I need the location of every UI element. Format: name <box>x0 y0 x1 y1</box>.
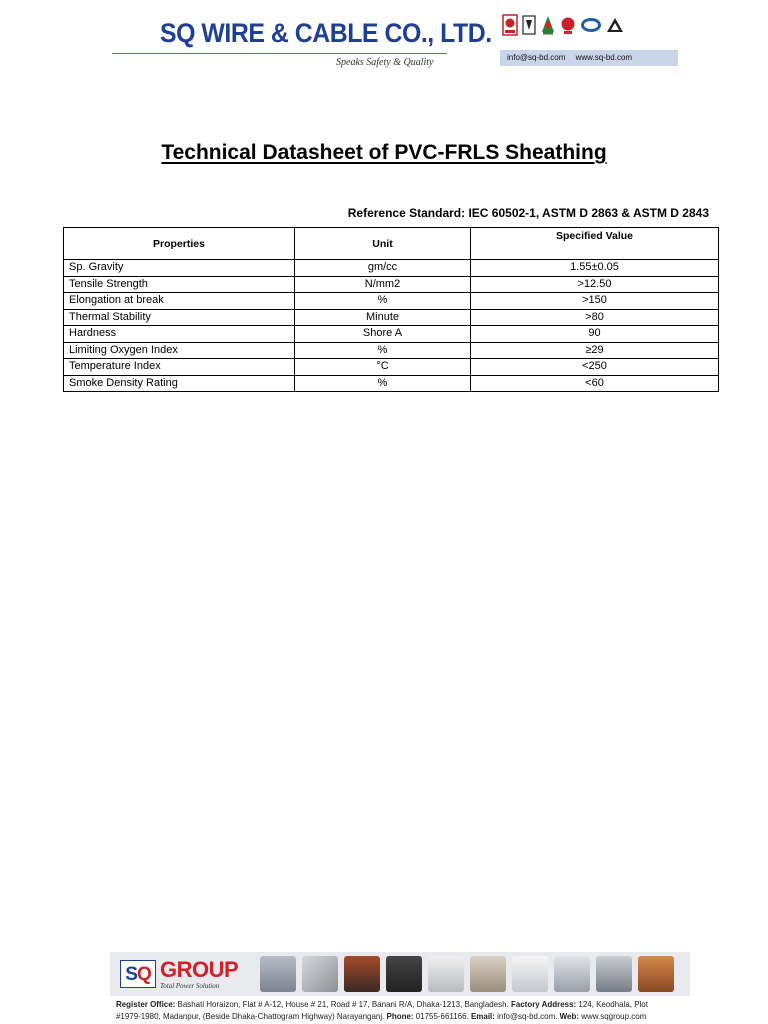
value-cell: >12.50 <box>471 276 719 293</box>
property-cell: Limiting Oxygen Index <box>64 342 295 359</box>
factory-address-text: 124, Keodhala, Plot #1979-1980, Madanpur, (Beside Dhaka-Chattogram Highway) Narayanganj. <box>116 999 648 1021</box>
header-email[interactable]: info@sq-bd.com <box>507 53 566 62</box>
govt-seal-icon <box>540 14 556 36</box>
column-header-specified-value: Specified Value <box>471 228 719 260</box>
table-row <box>64 375 719 392</box>
red-emblem-icon <box>560 14 576 36</box>
unit-cell: N/mm2 <box>295 276 471 293</box>
unit-cell: Shore A <box>295 326 471 343</box>
unit-cell: % <box>295 375 471 392</box>
factory-address-label: Factory Address: <box>510 999 577 1009</box>
triangle-mark-icon <box>606 14 624 36</box>
anab-logo-icon <box>580 14 602 36</box>
property-cell: Tensile Strength <box>64 276 295 293</box>
circuit-breaker-photo <box>512 956 548 992</box>
table-row <box>64 342 719 359</box>
header-rule <box>112 53 447 54</box>
transformer-photo <box>260 956 296 992</box>
iso-mark-icon <box>522 14 536 36</box>
switchgear-photo <box>302 956 338 992</box>
cable-reel-photo <box>344 956 380 992</box>
property-cell: Thermal Stability <box>64 309 295 326</box>
property-cell: Hardness <box>64 326 295 343</box>
value-cell: >150 <box>471 293 719 310</box>
value-cell: >80 <box>471 309 719 326</box>
email-label: Email: <box>470 1011 495 1021</box>
conduit-photo <box>596 956 632 992</box>
document-title: Technical Datasheet of PVC-FRLS Sheathing <box>161 141 607 164</box>
table-header-row <box>64 228 719 260</box>
property-cell: Temperature Index <box>64 359 295 376</box>
unit-cell: Minute <box>295 309 471 326</box>
table-row <box>64 293 719 310</box>
certification-logos <box>502 14 624 36</box>
unit-cell: °C <box>295 359 471 376</box>
table-row <box>64 326 719 343</box>
value-cell: 1.55±0.05 <box>471 260 719 277</box>
register-office-text: Bashati Horaizon, Flat # A-12, House # 21, Road # 17, Banani R/A, Dhaka-1213, Bangladesh. <box>177 999 509 1009</box>
company-tagline: Speaks Safety & Quality <box>336 57 434 68</box>
logo-letter-q: Q <box>136 964 151 985</box>
company-name: SQ WIRE & CABLE CO., LTD. <box>160 18 492 48</box>
value-cell: 90 <box>471 326 719 343</box>
sq-logo-mark <box>120 960 156 988</box>
phone-label: Phone: <box>386 1011 414 1021</box>
property-cell: Smoke Density Rating <box>64 375 295 392</box>
value-cell: <60 <box>471 375 719 392</box>
copper-wire-photo <box>638 956 674 992</box>
property-cell: Elongation at break <box>64 293 295 310</box>
unit-cell: gm/cc <box>295 260 471 277</box>
table-row <box>64 276 719 293</box>
contact-bar <box>500 50 678 66</box>
footer-address <box>116 998 673 1022</box>
footer-banner <box>110 952 690 996</box>
specification-table <box>63 227 719 392</box>
ceiling-fan-photo <box>428 956 464 992</box>
product-photo-strip <box>260 956 674 992</box>
unit-cell: % <box>295 342 471 359</box>
register-office-label: Register Office: <box>116 999 176 1009</box>
web-label: Web: <box>559 1011 580 1021</box>
logo-letter-s: S <box>125 964 137 985</box>
value-cell: <250 <box>471 359 719 376</box>
group-name: GROUP <box>160 956 239 982</box>
table-row <box>64 309 719 326</box>
switch-socket-photo <box>470 956 506 992</box>
footer-email[interactable]: info@sq-bd.com. <box>497 1011 558 1021</box>
column-header-unit: Unit <box>295 228 471 260</box>
pipe-photo <box>554 956 590 992</box>
phone-number: 01755-661166. <box>415 1011 469 1021</box>
group-tagline: Total Power Solution <box>160 981 220 990</box>
bsti-logo-icon <box>502 14 518 36</box>
column-header-properties: Properties <box>64 228 295 260</box>
footer-website[interactable]: www.sqgroup.com <box>581 1011 647 1021</box>
header-website[interactable]: www.sq-bd.com <box>575 53 633 62</box>
reference-standard: Reference Standard: IEC 60502-1, ASTM D 2863 & ASTM D 2843 <box>347 206 709 220</box>
value-cell: ≥29 <box>471 342 719 359</box>
property-cell: Sp. Gravity <box>64 260 295 277</box>
floodlight-photo <box>386 956 422 992</box>
table-row <box>64 359 719 376</box>
unit-cell: % <box>295 293 471 310</box>
sq-group-logo <box>120 956 239 990</box>
table-row <box>64 260 719 277</box>
